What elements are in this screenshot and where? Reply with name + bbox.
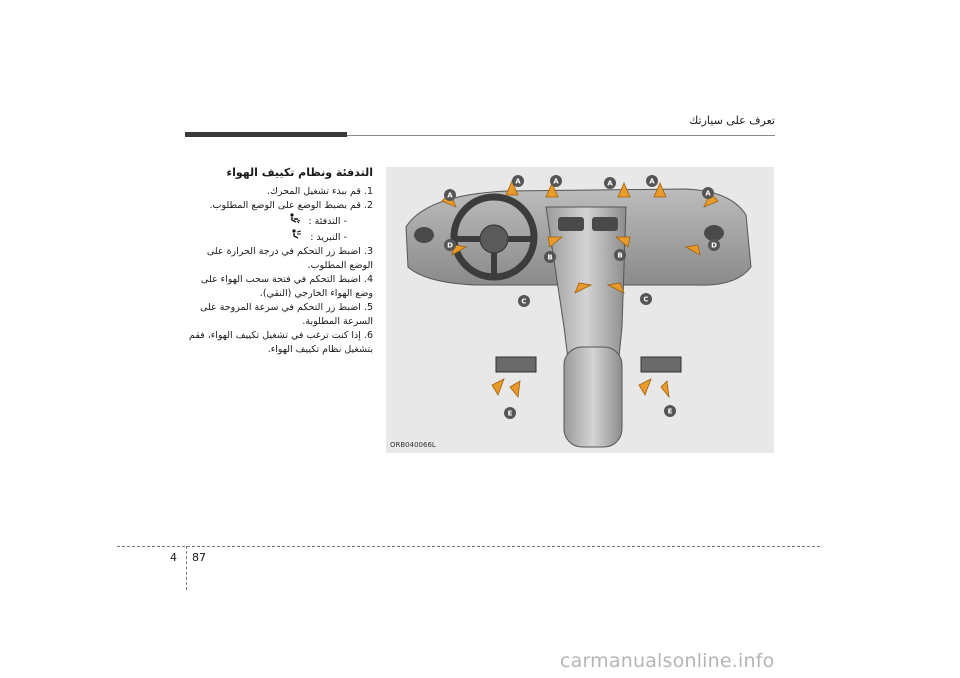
step-3: 3. اضبط زر التحكم في درجة الحرارة على الوضع المطلوب.	[206, 246, 373, 271]
vent-center-left	[558, 217, 584, 231]
page-header-title: تعرف على سيارتك	[689, 114, 775, 127]
label-a-4	[604, 177, 616, 189]
label-a-3	[550, 175, 562, 187]
step-1: 1. قم ببدء تشغيل المحرك.	[267, 186, 373, 197]
dashboard-illustration	[386, 167, 774, 453]
label-d-2-text: D	[711, 241, 717, 250]
label-c-2-text: C	[643, 295, 649, 304]
step-6: 6. إذا كنت ترغب في تشغيل تكييف الهواء، فقم بتشغيل نظام تكييف الهواء.	[189, 330, 373, 355]
label-a-6	[702, 187, 714, 199]
instructions-column	[185, 166, 373, 357]
cooling-label: - التبريد :	[310, 232, 347, 243]
label-a-6-text: A	[705, 189, 711, 198]
footer-divider	[186, 546, 187, 590]
step-5: 5. اضبط زر التحكم في سرعة المروحة على السرعة المطلوبة.	[199, 302, 373, 327]
label-a-1-text: A	[447, 191, 453, 200]
floor-vent-left	[496, 357, 536, 372]
section-heading: التدفئة ونظام تكييف الهواء	[226, 166, 373, 179]
footer-rule	[117, 546, 820, 547]
label-b-1	[544, 251, 556, 263]
label-d-1-text: D	[447, 241, 453, 250]
steering-hub	[480, 225, 508, 253]
label-e-1-text: E	[507, 409, 513, 418]
chapter-number: 4	[170, 551, 177, 564]
label-c-2	[640, 293, 652, 305]
label-e-2	[664, 405, 676, 417]
vent-side-left	[414, 227, 434, 243]
figure-code: ORB040066L	[390, 441, 436, 449]
step-2-heating	[185, 213, 373, 229]
label-a-2-text: A	[515, 177, 521, 186]
label-b-1-text: B	[547, 253, 553, 262]
heating-label: - التدفئة :	[308, 216, 347, 227]
vent-center-right	[592, 217, 618, 231]
label-a-3-text: A	[553, 177, 559, 186]
step-2: 2. قم بضبط الوضع على الوضع المطلوب.	[209, 200, 373, 211]
vent-side-right	[704, 225, 724, 241]
console-armrest	[564, 347, 622, 447]
dashboard-airflow-figure	[386, 167, 774, 453]
page-number: 87	[192, 551, 206, 564]
floor-vent-right	[641, 357, 681, 372]
label-b-2	[614, 249, 626, 261]
watermark: carmanualsonline.info	[560, 650, 775, 672]
label-d-1	[444, 239, 456, 251]
label-a-1	[444, 189, 456, 201]
label-a-2	[512, 175, 524, 187]
label-e-1	[504, 407, 516, 419]
label-a-5	[646, 175, 658, 187]
face-vent-icon	[289, 229, 303, 244]
foot-vent-icon	[287, 213, 301, 228]
header-accent-bar	[185, 132, 347, 137]
label-a-4-text: A	[607, 179, 613, 188]
step-4: 4. اضبط التحكم في فتحة سحب الهواء على وضع الهواء الخارجي (النقي).	[200, 274, 373, 299]
label-c-1	[518, 295, 530, 307]
label-a-5-text: A	[649, 177, 655, 186]
label-c-1-text: C	[521, 297, 527, 306]
label-d-2	[708, 239, 720, 251]
label-e-2-text: E	[667, 407, 673, 416]
step-2-cooling	[185, 229, 373, 245]
label-b-2-text: B	[617, 251, 623, 260]
